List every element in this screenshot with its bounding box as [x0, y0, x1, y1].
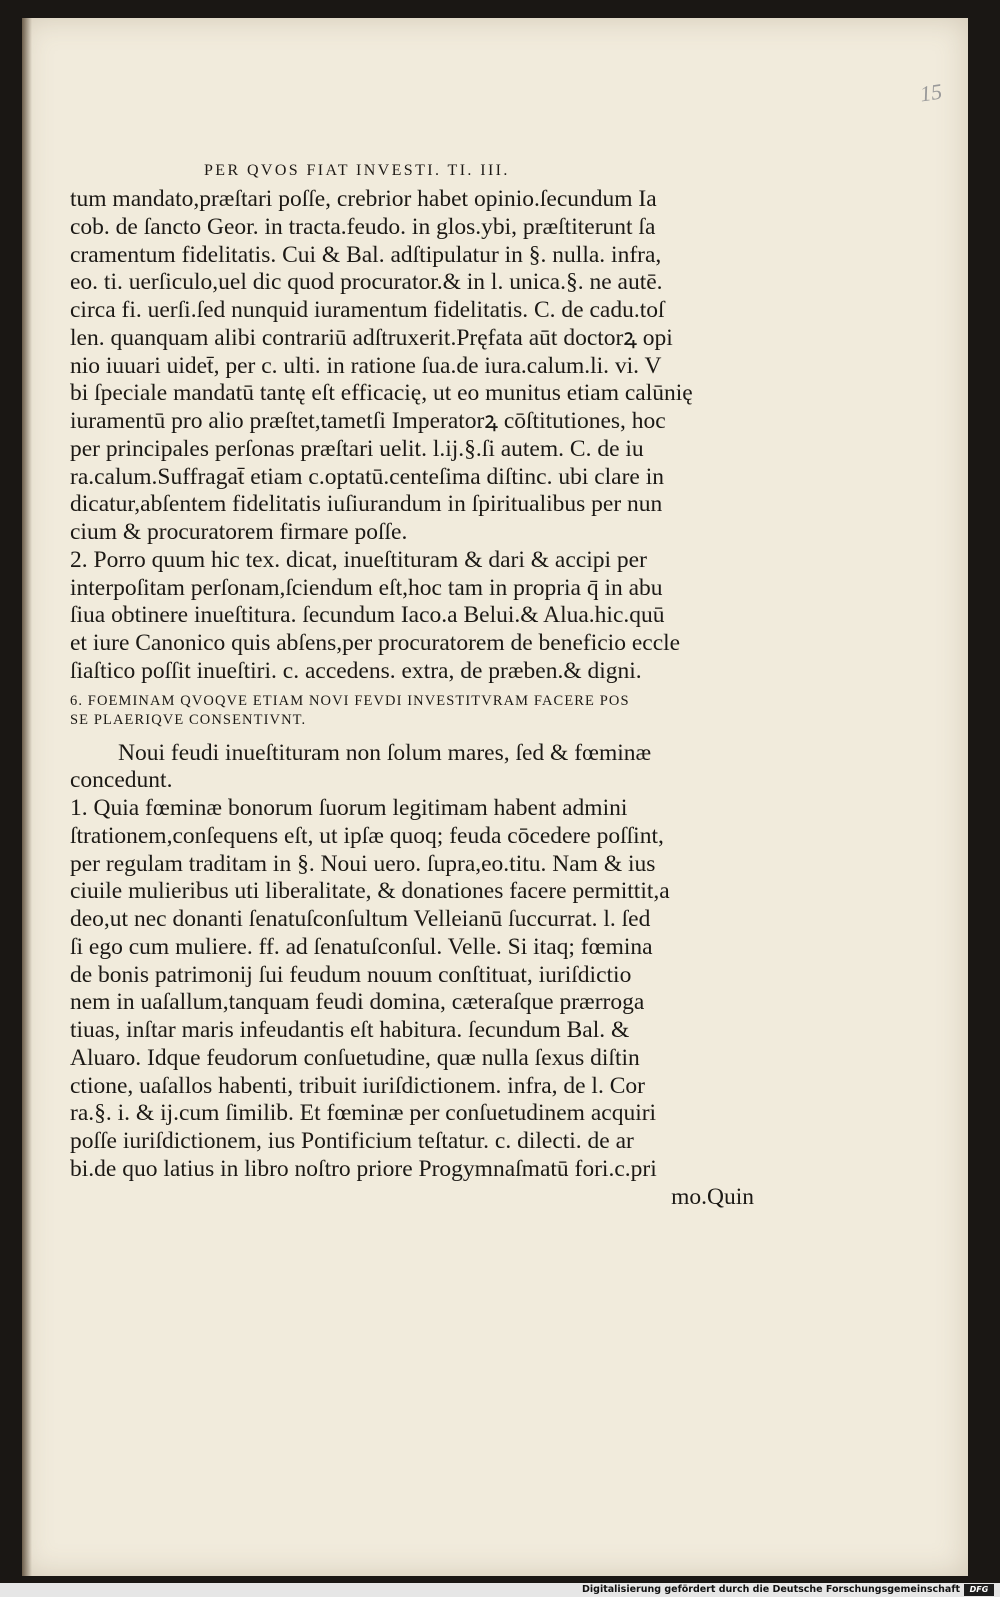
running-head: PER QVOS FIAT INVESTI. TI. III. [204, 162, 510, 179]
paragraph-group-after-rubric [70, 740, 760, 1212]
text-line: dicatur,abſentem fidelitatis iuſiurandum in ſpiritualibus per nun [70, 491, 663, 518]
page-text [70, 186, 760, 1211]
text-line: cramentum fidelitatis. Cui & Bal. adſtipulatur in §. nulla. infra, [70, 241, 662, 268]
text-line: len. quanquam alibi contrariū adſtruxerit.Pręfata aūt doctorꝝ opi [70, 324, 673, 351]
text-line: iuramentū pro alio præſtet,tametſi Imperatorꝝ cōſtitutiones, hoc [70, 408, 666, 434]
text-line: cob. de ſancto Geor. in tracta.feudo. in glos.ybi, præſtiterunt ſa [70, 213, 656, 240]
text-line: cium & procuratorem firmare poſſe. [70, 519, 408, 545]
text-line: per regulam traditam in §. Noui uero. ſupra,eo.titu. Nam & ius [70, 850, 656, 877]
text-line: 1. Quia fœminæ bonorum ſuorum legitimam habent admini [70, 795, 628, 821]
text-line: ra.§. i. & ij.cum ſimilib. Et fœminæ per conſuetudinem acquiri [70, 1100, 657, 1127]
text-line: ſiaſtico poſſit inueſtiri. c. accedens. extra, de præben.& digni. [70, 657, 642, 684]
text-line: 2. Porro quum hic tex. dicat, inueſtituram & dari & accipi per [70, 546, 647, 573]
text-line: deo,ut nec donanti ſenatuſconſultum Velleianū ſuccurrat. l. ſed [70, 906, 651, 932]
text-line: ctione, uaſallos habenti, tribuit iuriſdictionem. infra, de l. Cor [70, 1072, 645, 1099]
text-line: nem in uaſallum,tanquam feudi domina, cæteraſque prærroga [70, 989, 645, 1016]
text-line: tum mandato,præſtari poſſe, crebrior habet opinio.ſecundum Ia [70, 186, 657, 212]
text-line: bi.de quo latius in libro noſtro priore Progymnaſmatū fori.c.pri [70, 1155, 657, 1182]
text-line: tiuas, inſtar maris infeudantis eſt habitura. ſecundum Bal. & [70, 1017, 630, 1043]
text-line: ra.calum.Suffragat̄ etiam c.optatū.centeſima diſtinc. ubi clare in [70, 463, 665, 490]
text-line: mo.Quin [671, 1183, 754, 1210]
text-line: Noui feudi inueſtituram non ſolum mares, ſed & fœminæ [118, 739, 652, 766]
text-line: per principales perſonas præſtari uelit. l.ij.§.ſi autem. C. de iu [70, 435, 644, 462]
folio-mark: 15 [918, 78, 944, 107]
text-line: ſi ego cum muliere. ff. ad ſenatuſconſul. Velle. Si itaq; fœmina [70, 933, 653, 960]
text-line: ciuile mulieribus uti liberalitate, & donationes facere permittit,a [70, 878, 670, 905]
text-line: eo. ti. uerſiculo,uel dic quod procurator.& in l. unica.§. ne autē. [70, 269, 663, 296]
text-line: concedunt. [70, 767, 173, 794]
paragraph-group-before-rubric [70, 186, 760, 686]
funding-credit: Digitalisierung gefördert durch die Deutsche Forschungsgemeinschaft [582, 1584, 960, 1595]
text-line: Aluaro. Idque feudorum conſuetudine, quæ nulla ſexus diſtin [70, 1044, 640, 1071]
footer-bar [0, 1583, 1000, 1597]
text-line: et iure Canonico quis abſens,per procuratorem de beneficio eccle [70, 630, 681, 656]
text-line: ſtrationem,conſequens eſt, ut ipſæ quoq; feuda cōcedere poſſint, [70, 822, 664, 849]
text-line: nio iuuari uidet̄, per c. ulti. in ratione ſua.de iura.calum.li. vi. V [70, 352, 662, 379]
text-line: ſiua obtinere inueſtitura. ſecundum Iaco.a Belui.& Alua.hic.quū [70, 602, 665, 629]
text-line: interpoſitam perſonam,ſciendum eſt,hoc tam in propria q̄ in abu [70, 574, 663, 601]
text-line: poſſe iuriſdictionem, ius Pontificium teſtatur. c. dilecti. de ar [70, 1128, 634, 1154]
text-line: de bonis patrimonij ſui feudum nouum conſtituat, iuriſdictio [70, 961, 632, 988]
rubric-line: SE PLAERIQVE CONSENTIVNT. [70, 711, 307, 728]
text-line: bi ſpeciale mandatū tantę eſt efficacię, ut eo munitus etiam calūnię [70, 380, 693, 407]
dfg-logo-icon: DFG [964, 1584, 994, 1596]
text-line: circa fi. uerſi.ſed nunquid iuramentum fidelitatis. C. de cadu.toſ [70, 297, 665, 323]
section-rubric [70, 692, 760, 730]
rubric-line: 6. FOEMINAM QVOQVE ETIAM NOVI FEVDI INVESTITVRAM FACERE POS [70, 692, 630, 709]
